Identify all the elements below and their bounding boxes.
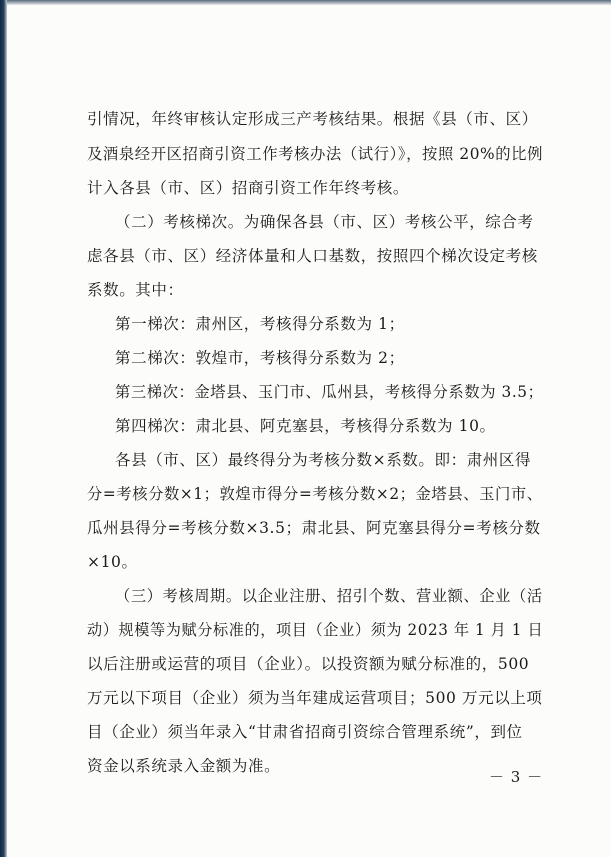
text-line: （三）考核周期。以企业注册、招引个数、营业额、企业（活 (115, 587, 543, 605)
text-line: 分=考核分数×1；敦煌市得分=考核分数×2；金塔县、玉门市、 (87, 485, 543, 503)
text-line: （二）考核梯次。为确保各县（市、区）考核公平，综合考 (115, 213, 534, 231)
text-line: 各县（市、区）最终得分为考核分数×系数。即：肃州区得 (115, 451, 532, 469)
text-line: 引情况，年终审核认定形成三产考核结果。根据《县（市、区） (87, 110, 538, 128)
text-line: 计入各县（市、区）招商引资工作年终考核。 (87, 179, 410, 197)
text-line: ×10。 (87, 553, 138, 571)
text-line: 及酒泉经开区招商引资工作考核办法（试行）》，按照 20%的比例 (87, 145, 544, 163)
text-line: 虑各县（市、区）经济体量和人口基数，按照四个梯次设定考核 (87, 247, 538, 265)
text-line: 第一梯次：肃州区，考核得分系数为 1； (115, 315, 405, 333)
text-line: 第二梯次：敦煌市，考核得分系数为 2； (115, 349, 405, 367)
scan-top-edge (7, 0, 611, 5)
text-line: 资金以系统录入金额为准。 (87, 757, 281, 775)
text-line: 目（企业）须当年录入“甘肃省招商引资综合管理系统”，到位 (87, 723, 523, 741)
text-line: 第四梯次：肃北县、阿克塞县，考核得分系数为 10。 (115, 417, 496, 435)
scan-left-edge (0, 0, 7, 857)
text-line: 以后注册或运营的项目（企业）。以投资额为赋分标准的，500 (87, 655, 530, 673)
page-number: － 3 － (489, 768, 544, 786)
text-line: 动）规模等为赋分标准的，项目（企业）须为 2023 年 1 月 1 日 (87, 621, 544, 639)
text-line: 系数。其中： (87, 281, 184, 299)
text-line: 瓜州县得分=考核分数×3.5；肃北县、阿克塞县得分=考核分数 (87, 519, 541, 537)
text-line: 万元以下项目（企业）须为当年建成运营项目；500 万元以上项 (87, 689, 543, 707)
text-line: 第三梯次：金塔县、玉门市、瓜州县，考核得分系数为 3.5； (115, 383, 544, 401)
